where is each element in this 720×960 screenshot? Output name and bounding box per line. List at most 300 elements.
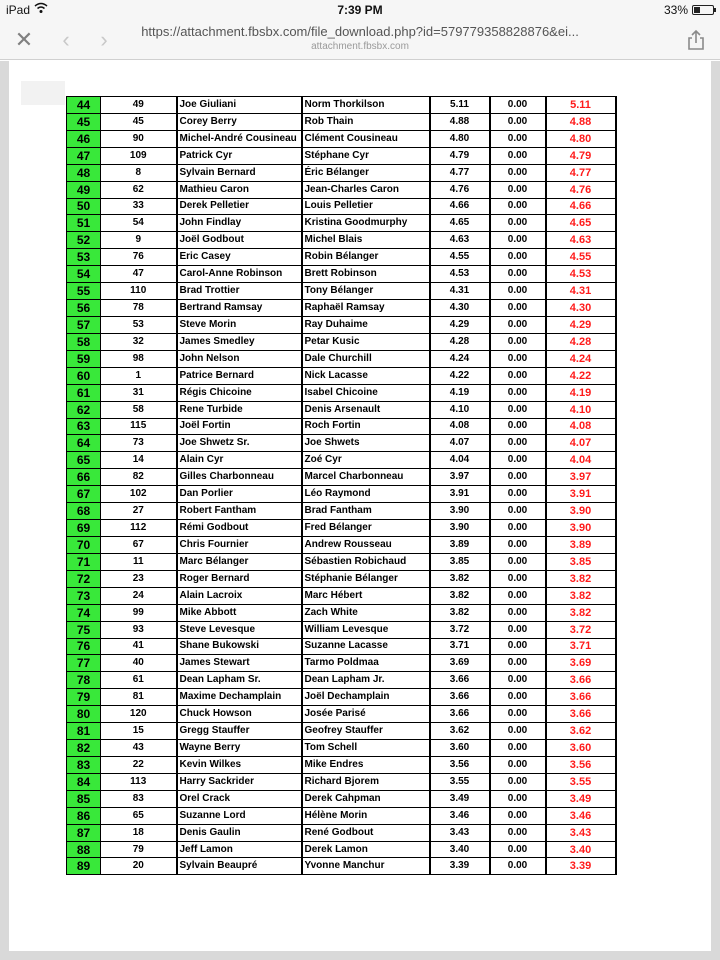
- player-one-cell: Carol-Anne Robinson: [177, 266, 302, 283]
- player-two-cell: Petar Kusic: [302, 333, 430, 350]
- player-two-cell: Zach White: [302, 604, 430, 621]
- team-number-cell: 18: [101, 824, 177, 841]
- team-number-cell: 113: [101, 773, 177, 790]
- team-number-cell: 15: [101, 723, 177, 740]
- score-two-cell: 0.00: [490, 266, 546, 283]
- score-two-cell: 0.00: [490, 283, 546, 300]
- score-one-cell: 4.53: [430, 266, 490, 283]
- player-two-cell: Brett Robinson: [302, 266, 430, 283]
- total-cell: 3.97: [546, 469, 616, 486]
- score-one-cell: 4.10: [430, 401, 490, 418]
- score-one-cell: 4.65: [430, 215, 490, 232]
- team-number-cell: 11: [101, 553, 177, 570]
- score-one-cell: 3.82: [430, 587, 490, 604]
- player-two-cell: Geofrey Stauffer: [302, 723, 430, 740]
- score-two-cell: 0.00: [490, 181, 546, 198]
- rank-cell: 63: [67, 418, 101, 435]
- total-cell: 3.60: [546, 740, 616, 757]
- player-one-cell: Rene Turbide: [177, 401, 302, 418]
- total-cell: 3.82: [546, 570, 616, 587]
- player-one-cell: Chuck Howson: [177, 706, 302, 723]
- player-two-cell: Jean-Charles Caron: [302, 181, 430, 198]
- player-two-cell: Denis Arsenault: [302, 401, 430, 418]
- player-two-cell: Norm Thorkilson: [302, 97, 430, 114]
- score-two-cell: 0.00: [490, 536, 546, 553]
- score-two-cell: 0.00: [490, 503, 546, 520]
- team-number-cell: 102: [101, 486, 177, 503]
- table-row: [67, 486, 616, 503]
- results-table: [66, 96, 617, 875]
- rank-cell: 50: [67, 198, 101, 215]
- score-one-cell: 3.71: [430, 638, 490, 655]
- player-one-cell: Sylvain Bernard: [177, 164, 302, 181]
- team-number-cell: 40: [101, 655, 177, 672]
- score-one-cell: 4.07: [430, 435, 490, 452]
- score-one-cell: 4.29: [430, 316, 490, 333]
- table-row: [67, 350, 616, 367]
- player-one-cell: Corey Berry: [177, 113, 302, 130]
- player-two-cell: Dale Churchill: [302, 350, 430, 367]
- team-number-cell: 43: [101, 740, 177, 757]
- total-cell: 3.49: [546, 790, 616, 807]
- rank-cell: 57: [67, 316, 101, 333]
- total-cell: 4.29: [546, 316, 616, 333]
- player-one-cell: Mathieu Caron: [177, 181, 302, 198]
- table-row: [67, 520, 616, 537]
- player-two-cell: Nick Lacasse: [302, 367, 430, 384]
- score-two-cell: 0.00: [490, 486, 546, 503]
- rank-cell: 83: [67, 756, 101, 773]
- team-number-cell: 61: [101, 672, 177, 689]
- player-one-cell: Sylvain Beaupré: [177, 858, 302, 875]
- player-one-cell: Régis Chicoine: [177, 384, 302, 401]
- total-cell: 3.72: [546, 621, 616, 638]
- score-one-cell: 3.82: [430, 570, 490, 587]
- rank-cell: 87: [67, 824, 101, 841]
- player-two-cell: Brad Fantham: [302, 503, 430, 520]
- player-one-cell: Alain Cyr: [177, 452, 302, 469]
- score-two-cell: 0.00: [490, 807, 546, 824]
- team-number-cell: 32: [101, 333, 177, 350]
- player-one-cell: Denis Gaulin: [177, 824, 302, 841]
- rank-cell: 76: [67, 638, 101, 655]
- team-number-cell: 81: [101, 689, 177, 706]
- url-title[interactable]: https://attachment.fbsbx.com/file_download.php?id=579779358828876&ei...: [141, 24, 579, 39]
- player-two-cell: Roch Fortin: [302, 418, 430, 435]
- player-one-cell: Marc Bélanger: [177, 553, 302, 570]
- score-one-cell: 4.22: [430, 367, 490, 384]
- score-two-cell: 0.00: [490, 740, 546, 757]
- total-cell: 3.90: [546, 520, 616, 537]
- rank-cell: 66: [67, 469, 101, 486]
- player-one-cell: James Stewart: [177, 655, 302, 672]
- total-cell: 3.82: [546, 587, 616, 604]
- player-one-cell: Patrice Bernard: [177, 367, 302, 384]
- viewer-margin-bottom: [0, 951, 720, 960]
- score-one-cell: 4.30: [430, 300, 490, 317]
- total-cell: 4.30: [546, 300, 616, 317]
- viewer-margin-left: [0, 61, 9, 960]
- browser-toolbar: [0, 20, 720, 60]
- team-number-cell: 93: [101, 621, 177, 638]
- score-one-cell: 4.63: [430, 232, 490, 249]
- player-two-cell: Andrew Rousseau: [302, 536, 430, 553]
- table-row: [67, 824, 616, 841]
- player-two-cell: Louis Pelletier: [302, 198, 430, 215]
- player-one-cell: Steve Levesque: [177, 621, 302, 638]
- total-cell: 3.66: [546, 689, 616, 706]
- score-one-cell: 3.91: [430, 486, 490, 503]
- score-two-cell: 0.00: [490, 638, 546, 655]
- team-number-cell: 8: [101, 164, 177, 181]
- total-cell: 4.53: [546, 266, 616, 283]
- team-number-cell: 120: [101, 706, 177, 723]
- team-number-cell: 82: [101, 469, 177, 486]
- share-button[interactable]: [682, 26, 710, 54]
- team-number-cell: 110: [101, 283, 177, 300]
- total-cell: 4.10: [546, 401, 616, 418]
- rank-cell: 45: [67, 113, 101, 130]
- player-two-cell: Yvonne Manchur: [302, 858, 430, 875]
- rank-cell: 75: [67, 621, 101, 638]
- total-cell: 3.66: [546, 672, 616, 689]
- score-two-cell: 0.00: [490, 570, 546, 587]
- table-row: [67, 367, 616, 384]
- player-two-cell: Suzanne Lacasse: [302, 638, 430, 655]
- rank-cell: 72: [67, 570, 101, 587]
- player-two-cell: Joe Shwets: [302, 435, 430, 452]
- table-row: [67, 418, 616, 435]
- total-cell: 4.08: [546, 418, 616, 435]
- player-two-cell: Marc Hébert: [302, 587, 430, 604]
- score-one-cell: 3.69: [430, 655, 490, 672]
- battery-icon: [692, 5, 714, 15]
- table-row: [67, 740, 616, 757]
- rank-cell: 68: [67, 503, 101, 520]
- score-one-cell: 3.56: [430, 756, 490, 773]
- rank-cell: 88: [67, 841, 101, 858]
- player-two-cell: Tarmo Poldmaa: [302, 655, 430, 672]
- table-row: [67, 384, 616, 401]
- table-row: [67, 706, 616, 723]
- total-cell: 4.77: [546, 164, 616, 181]
- score-one-cell: 3.82: [430, 604, 490, 621]
- total-cell: 4.80: [546, 130, 616, 147]
- player-two-cell: Rob Thain: [302, 113, 430, 130]
- status-bar: [0, 0, 720, 20]
- player-one-cell: Michel-André Cousineau: [177, 130, 302, 147]
- player-two-cell: Stéphane Cyr: [302, 147, 430, 164]
- player-one-cell: Harry Sackrider: [177, 773, 302, 790]
- table-row: [67, 198, 616, 215]
- rank-cell: 47: [67, 147, 101, 164]
- score-one-cell: 3.90: [430, 503, 490, 520]
- team-number-cell: 9: [101, 232, 177, 249]
- faint-mark: [21, 81, 65, 105]
- rank-cell: 85: [67, 790, 101, 807]
- total-cell: 4.28: [546, 333, 616, 350]
- viewer-margin-right: [711, 61, 720, 960]
- team-number-cell: 54: [101, 215, 177, 232]
- score-two-cell: 0.00: [490, 300, 546, 317]
- team-number-cell: 90: [101, 130, 177, 147]
- score-one-cell: 3.55: [430, 773, 490, 790]
- rank-cell: 49: [67, 181, 101, 198]
- table-row: [67, 401, 616, 418]
- score-one-cell: 3.60: [430, 740, 490, 757]
- table-row: [67, 553, 616, 570]
- share-icon: [686, 29, 706, 51]
- score-one-cell: 3.66: [430, 672, 490, 689]
- player-two-cell: Marcel Charbonneau: [302, 469, 430, 486]
- score-two-cell: 0.00: [490, 452, 546, 469]
- player-two-cell: Fred Bélanger: [302, 520, 430, 537]
- team-number-cell: 31: [101, 384, 177, 401]
- rank-cell: 69: [67, 520, 101, 537]
- team-number-cell: 65: [101, 807, 177, 824]
- score-one-cell: 3.72: [430, 621, 490, 638]
- table-row: [67, 147, 616, 164]
- team-number-cell: 41: [101, 638, 177, 655]
- player-two-cell: Raphaël Ramsay: [302, 300, 430, 317]
- player-one-cell: Gregg Stauffer: [177, 723, 302, 740]
- score-one-cell: 4.77: [430, 164, 490, 181]
- results-body: [67, 97, 616, 875]
- team-number-cell: 73: [101, 435, 177, 452]
- total-cell: 3.89: [546, 536, 616, 553]
- score-two-cell: 0.00: [490, 401, 546, 418]
- table-row: [67, 756, 616, 773]
- player-two-cell: Stéphanie Bélanger: [302, 570, 430, 587]
- table-row: [67, 638, 616, 655]
- score-one-cell: 4.79: [430, 147, 490, 164]
- clock: 7:39 PM: [337, 3, 383, 17]
- rank-cell: 61: [67, 384, 101, 401]
- score-two-cell: 0.00: [490, 621, 546, 638]
- player-two-cell: Zoé Cyr: [302, 452, 430, 469]
- score-one-cell: 4.24: [430, 350, 490, 367]
- score-one-cell: 4.08: [430, 418, 490, 435]
- score-two-cell: 0.00: [490, 689, 546, 706]
- total-cell: 3.62: [546, 723, 616, 740]
- table-row: [67, 97, 616, 114]
- table-row: [67, 435, 616, 452]
- rank-cell: 59: [67, 350, 101, 367]
- table-row: [67, 232, 616, 249]
- score-two-cell: 0.00: [490, 435, 546, 452]
- team-number-cell: 112: [101, 520, 177, 537]
- score-one-cell: 3.97: [430, 469, 490, 486]
- player-one-cell: James Smedley: [177, 333, 302, 350]
- total-cell: 3.39: [546, 858, 616, 875]
- table-row: [67, 790, 616, 807]
- total-cell: 4.31: [546, 283, 616, 300]
- player-one-cell: Gilles Charbonneau: [177, 469, 302, 486]
- score-two-cell: 0.00: [490, 418, 546, 435]
- player-two-cell: Mike Endres: [302, 756, 430, 773]
- player-two-cell: William Levesque: [302, 621, 430, 638]
- score-one-cell: 3.39: [430, 858, 490, 875]
- player-two-cell: Michel Blais: [302, 232, 430, 249]
- table-row: [67, 316, 616, 333]
- table-row: [67, 249, 616, 266]
- team-number-cell: 99: [101, 604, 177, 621]
- player-one-cell: Robert Fantham: [177, 503, 302, 520]
- table-row: [67, 858, 616, 875]
- total-cell: 3.69: [546, 655, 616, 672]
- rank-cell: 80: [67, 706, 101, 723]
- team-number-cell: 27: [101, 503, 177, 520]
- table-row: [67, 841, 616, 858]
- score-two-cell: 0.00: [490, 215, 546, 232]
- rank-cell: 51: [67, 215, 101, 232]
- table-row: [67, 283, 616, 300]
- rank-cell: 52: [67, 232, 101, 249]
- player-two-cell: Tony Bélanger: [302, 283, 430, 300]
- total-cell: 3.82: [546, 604, 616, 621]
- player-two-cell: Éric Bélanger: [302, 164, 430, 181]
- score-two-cell: 0.00: [490, 469, 546, 486]
- table-row: [67, 723, 616, 740]
- rank-cell: 56: [67, 300, 101, 317]
- team-number-cell: 22: [101, 756, 177, 773]
- team-number-cell: 79: [101, 841, 177, 858]
- score-one-cell: 3.66: [430, 706, 490, 723]
- rank-cell: 73: [67, 587, 101, 604]
- team-number-cell: 62: [101, 181, 177, 198]
- score-two-cell: 0.00: [490, 841, 546, 858]
- table-row: [67, 215, 616, 232]
- table-row: [67, 672, 616, 689]
- score-one-cell: 3.90: [430, 520, 490, 537]
- total-cell: 3.91: [546, 486, 616, 503]
- total-cell: 3.66: [546, 706, 616, 723]
- score-one-cell: 4.04: [430, 452, 490, 469]
- score-one-cell: 4.19: [430, 384, 490, 401]
- table-row: [67, 333, 616, 350]
- table-row: [67, 503, 616, 520]
- player-one-cell: Joe Giuliani: [177, 97, 302, 114]
- total-cell: 4.79: [546, 147, 616, 164]
- score-two-cell: 0.00: [490, 858, 546, 875]
- rank-cell: 77: [67, 655, 101, 672]
- total-cell: 4.19: [546, 384, 616, 401]
- table-row: [67, 807, 616, 824]
- player-two-cell: Ray Duhaime: [302, 316, 430, 333]
- total-cell: 3.55: [546, 773, 616, 790]
- player-one-cell: Kevin Wilkes: [177, 756, 302, 773]
- total-cell: 4.76: [546, 181, 616, 198]
- table-row: [67, 164, 616, 181]
- score-two-cell: 0.00: [490, 147, 546, 164]
- score-two-cell: 0.00: [490, 706, 546, 723]
- score-two-cell: 0.00: [490, 384, 546, 401]
- team-number-cell: 115: [101, 418, 177, 435]
- player-one-cell: Maxime Dechamplain: [177, 689, 302, 706]
- rank-cell: 70: [67, 536, 101, 553]
- score-two-cell: 0.00: [490, 164, 546, 181]
- table-row: [67, 621, 616, 638]
- total-cell: 4.63: [546, 232, 616, 249]
- player-one-cell: Suzanne Lord: [177, 807, 302, 824]
- back-button[interactable]: ‹: [62, 27, 70, 52]
- forward-button[interactable]: ›: [100, 27, 108, 52]
- player-two-cell: Josée Parisé: [302, 706, 430, 723]
- score-two-cell: 0.00: [490, 113, 546, 130]
- total-cell: 3.71: [546, 638, 616, 655]
- player-one-cell: Roger Bernard: [177, 570, 302, 587]
- player-two-cell: Sébastien Robichaud: [302, 553, 430, 570]
- team-number-cell: 98: [101, 350, 177, 367]
- score-one-cell: 4.80: [430, 130, 490, 147]
- player-one-cell: John Nelson: [177, 350, 302, 367]
- score-one-cell: 3.66: [430, 689, 490, 706]
- score-two-cell: 0.00: [490, 553, 546, 570]
- url-domain: attachment.fbsbx.com: [311, 41, 409, 52]
- team-number-cell: 78: [101, 300, 177, 317]
- team-number-cell: 47: [101, 266, 177, 283]
- score-two-cell: 0.00: [490, 756, 546, 773]
- total-cell: 4.04: [546, 452, 616, 469]
- score-two-cell: 0.00: [490, 97, 546, 114]
- close-button[interactable]: ✕: [14, 27, 34, 52]
- team-number-cell: 49: [101, 97, 177, 114]
- table-row: [67, 452, 616, 469]
- player-two-cell: Derek Lamon: [302, 841, 430, 858]
- rank-cell: 89: [67, 858, 101, 875]
- player-two-cell: Richard Bjorem: [302, 773, 430, 790]
- player-two-cell: Dean Lapham Jr.: [302, 672, 430, 689]
- rank-cell: 82: [67, 740, 101, 757]
- player-two-cell: Hélène Morin: [302, 807, 430, 824]
- rank-cell: 62: [67, 401, 101, 418]
- score-two-cell: 0.00: [490, 587, 546, 604]
- total-cell: 4.22: [546, 367, 616, 384]
- total-cell: 5.11: [546, 97, 616, 114]
- rank-cell: 81: [67, 723, 101, 740]
- player-one-cell: John Findlay: [177, 215, 302, 232]
- total-cell: 3.90: [546, 503, 616, 520]
- player-two-cell: Tom Schell: [302, 740, 430, 757]
- team-number-cell: 23: [101, 570, 177, 587]
- score-two-cell: 0.00: [490, 249, 546, 266]
- player-one-cell: Eric Casey: [177, 249, 302, 266]
- table-row: [67, 266, 616, 283]
- rank-cell: 54: [67, 266, 101, 283]
- rank-cell: 44: [67, 97, 101, 114]
- score-one-cell: 4.31: [430, 283, 490, 300]
- player-one-cell: Joël Fortin: [177, 418, 302, 435]
- team-number-cell: 14: [101, 452, 177, 469]
- player-one-cell: Chris Fournier: [177, 536, 302, 553]
- player-two-cell: Clément Cousineau: [302, 130, 430, 147]
- player-two-cell: Derek Cahpman: [302, 790, 430, 807]
- player-one-cell: Dan Porlier: [177, 486, 302, 503]
- total-cell: 4.66: [546, 198, 616, 215]
- rank-cell: 86: [67, 807, 101, 824]
- score-two-cell: 0.00: [490, 367, 546, 384]
- score-two-cell: 0.00: [490, 672, 546, 689]
- score-one-cell: 3.49: [430, 790, 490, 807]
- table-row: [67, 300, 616, 317]
- score-one-cell: 4.66: [430, 198, 490, 215]
- rank-cell: 58: [67, 333, 101, 350]
- score-one-cell: 4.55: [430, 249, 490, 266]
- score-two-cell: 0.00: [490, 723, 546, 740]
- total-cell: 3.43: [546, 824, 616, 841]
- score-one-cell: 3.89: [430, 536, 490, 553]
- score-one-cell: 3.46: [430, 807, 490, 824]
